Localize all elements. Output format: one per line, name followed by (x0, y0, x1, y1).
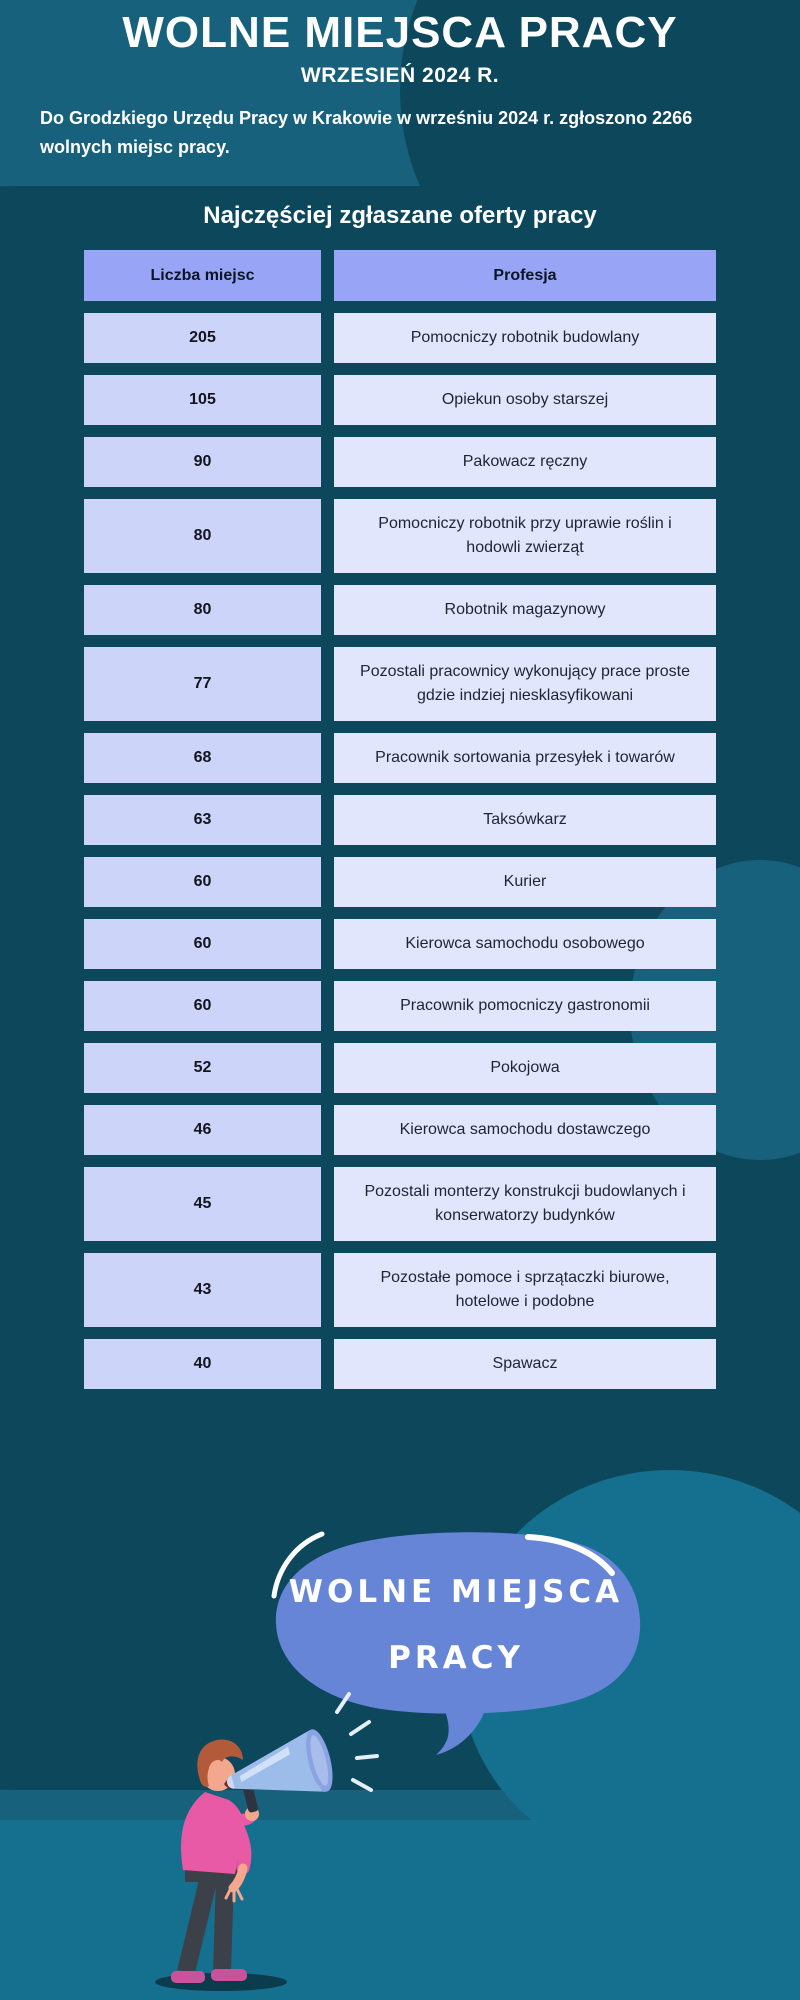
profession-cell: Pracownik pomocniczy gastronomii (334, 981, 716, 1031)
profession-cell: Pomocniczy robotnik budowlany (334, 313, 716, 363)
count-cell: 60 (84, 919, 321, 969)
person-shoe-front (211, 1969, 247, 1981)
profession-cell: Pozostałe pomoce i sprzątaczki biurowe, hotelowe i podobne (334, 1253, 716, 1327)
count-cell: 90 (84, 437, 321, 487)
count-cell: 80 (84, 585, 321, 635)
profession-cell: Spawacz (334, 1339, 716, 1389)
count-cell: 40 (84, 1339, 321, 1389)
table-heading: Najczęściej zgłaszane oferty pracy (203, 202, 597, 229)
profession-cell: Kierowca samochodu osobowego (334, 919, 716, 969)
profession-cell: Pomocniczy robotnik przy uprawie roślin i hodowli zwierząt (334, 499, 716, 573)
profession-cell: Taksówkarz (334, 795, 716, 845)
count-cell: 46 (84, 1105, 321, 1155)
profession-cell: Kurier (334, 857, 716, 907)
intro-paragraph: Do Grodzkiego Urzędu Pracy w Krakowie w wrześniu 2024 r. zgłoszono 2266 wolnych miejsc pracy. (40, 108, 693, 157)
profession-cell: Opiekun osoby starszej (334, 375, 716, 425)
count-cell: 60 (84, 857, 321, 907)
count-cell: 80 (84, 499, 321, 573)
count-cell: 63 (84, 795, 321, 845)
profession-cell: Kierowca samochodu dostawczego (334, 1105, 716, 1155)
profession-cell: Pracownik sortowania przesyłek i towarów (334, 733, 716, 783)
person-megaphone-illustration (125, 1682, 395, 2000)
column-header-profession: Profesja (334, 250, 716, 301)
count-cell: 52 (84, 1043, 321, 1093)
profession-cell: Pakowacz ręczny (334, 437, 716, 487)
profession-cell: Pozostali monterzy konstrukcji budowlanych i konserwatorzy budynków (334, 1167, 716, 1241)
page-subtitle: WRZESIEŃ 2024 R. (300, 64, 500, 87)
page-title: WOLNE MIEJSCA PRACY (122, 8, 678, 57)
person-shoe-back (171, 1971, 205, 1983)
count-cell: 68 (84, 733, 321, 783)
count-cell: 77 (84, 647, 321, 721)
count-cell: 45 (84, 1167, 321, 1241)
count-cell: 43 (84, 1253, 321, 1327)
person-leg-back (186, 1877, 209, 1972)
sound-lines-icon (337, 1694, 377, 1790)
bubble-text-line2: PRACY (388, 1640, 524, 1676)
bubble-text-line1: WOLNE MIEJSCA (288, 1574, 624, 1610)
background-bottom-band (0, 1820, 800, 2000)
profession-cell: Pozostali pracownicy wykonujący prace proste gdzie indziej niesklasyfikowani (334, 647, 716, 721)
column-header-count: Liczba miejsc (84, 250, 321, 301)
count-cell: 205 (84, 313, 321, 363)
count-cell: 60 (84, 981, 321, 1031)
vacancies-table (84, 250, 716, 1389)
person-leg-front (222, 1877, 225, 1972)
profession-cell: Pokojowa (334, 1043, 716, 1093)
count-cell: 105 (84, 375, 321, 425)
profession-cell: Robotnik magazynowy (334, 585, 716, 635)
megaphone-icon (219, 1727, 338, 1817)
